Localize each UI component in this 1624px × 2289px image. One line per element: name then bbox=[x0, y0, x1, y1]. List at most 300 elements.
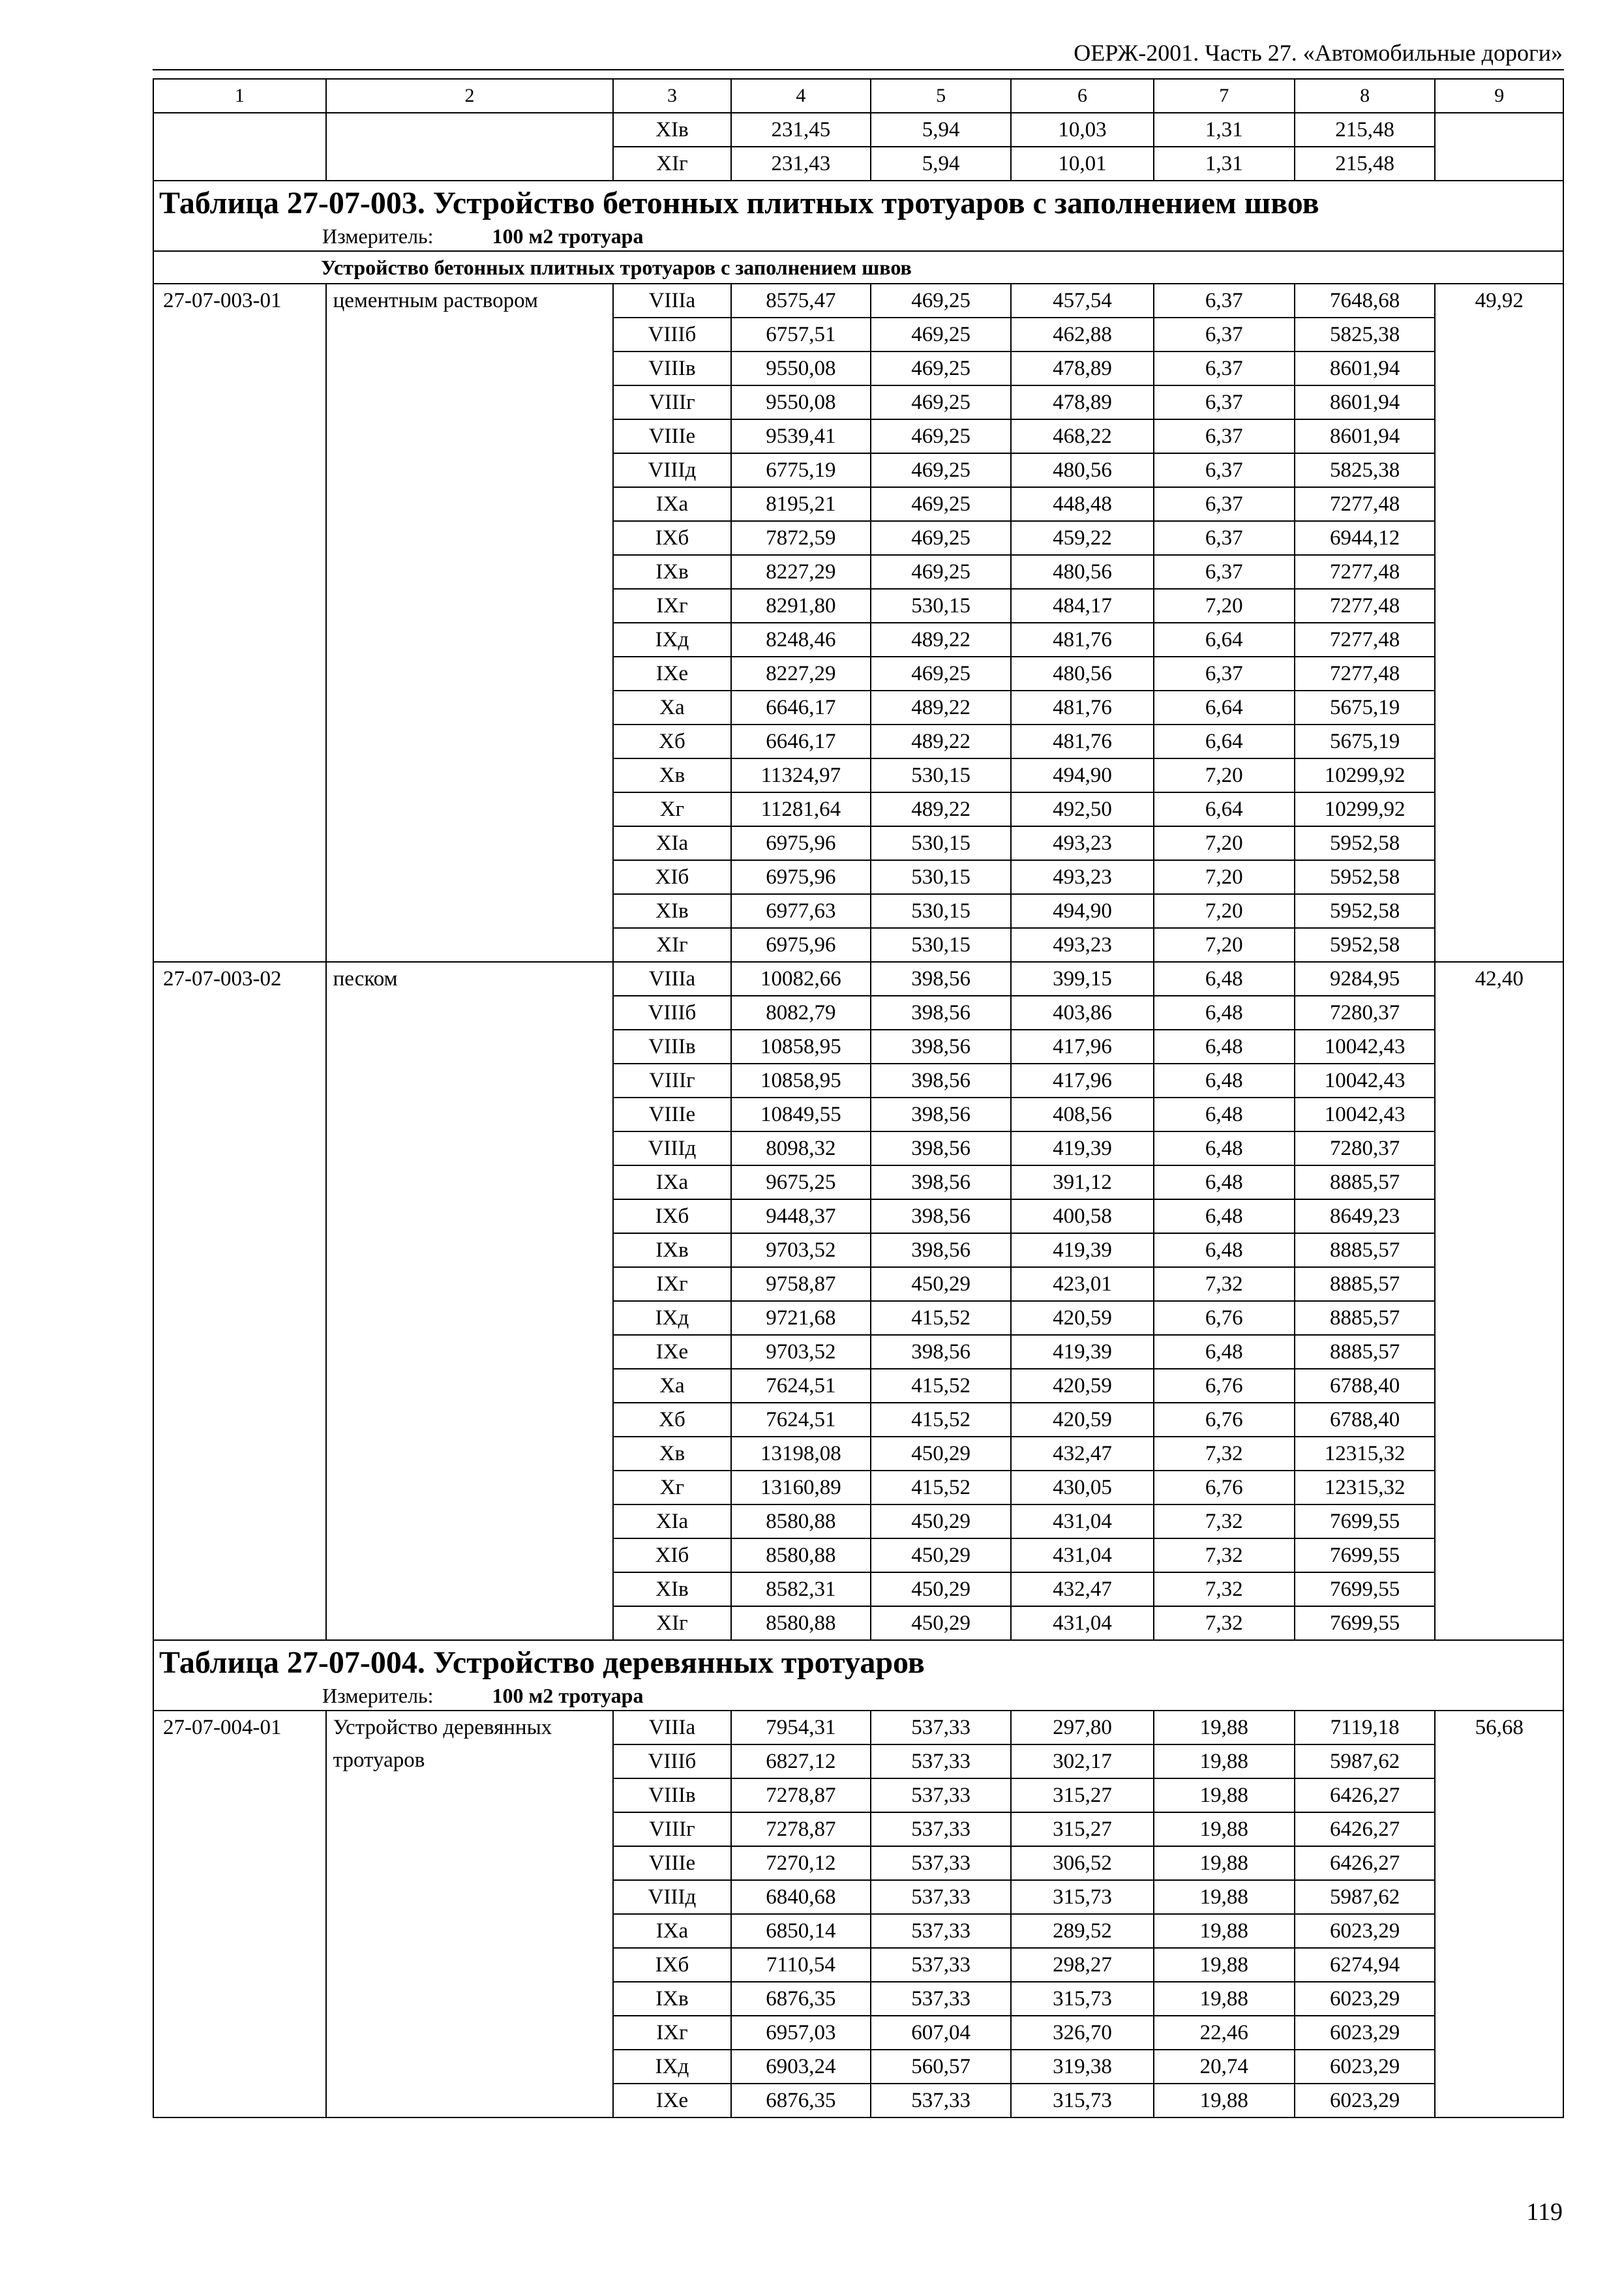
value-cell: 7280,37 bbox=[1295, 996, 1436, 1030]
value-cell: 7954,31 bbox=[731, 1711, 871, 1744]
value-cell: 6975,96 bbox=[731, 928, 871, 962]
value-cell: 315,73 bbox=[1011, 1982, 1154, 2016]
rate-code: 27-07-003-01 bbox=[153, 284, 326, 962]
value-cell: 1,31 bbox=[1154, 147, 1295, 181]
value-cell: 7119,18 bbox=[1295, 1711, 1436, 1744]
value-cell: 5,94 bbox=[871, 113, 1011, 147]
value-cell: 5825,38 bbox=[1295, 453, 1436, 487]
measure-value: 100 м2 тротуара bbox=[492, 1684, 644, 1707]
value-cell: 8582,31 bbox=[731, 1572, 871, 1606]
column-number: 4 bbox=[731, 79, 871, 113]
value-cell: 489,22 bbox=[871, 691, 1011, 725]
value-cell: 530,15 bbox=[871, 826, 1011, 860]
value-cell: 492,50 bbox=[1011, 792, 1154, 826]
value-cell: 7,20 bbox=[1154, 758, 1295, 792]
column-number: 7 bbox=[1154, 79, 1295, 113]
labor-cost-cell: 56,68 bbox=[1435, 1711, 1563, 2117]
value-cell: 478,89 bbox=[1011, 385, 1154, 419]
value-cell: 450,29 bbox=[871, 1538, 1011, 1572]
value-cell: 7277,48 bbox=[1295, 589, 1436, 623]
value-cell: 7,32 bbox=[1154, 1572, 1295, 1606]
labor-cost-cell: 49,92 bbox=[1435, 284, 1563, 962]
value-cell: 6646,17 bbox=[731, 691, 871, 725]
value-cell: 6903,24 bbox=[731, 2050, 871, 2084]
zone-cell: VIIIа bbox=[613, 962, 730, 996]
value-cell: 231,43 bbox=[731, 147, 871, 181]
zone-cell: IXа bbox=[613, 1165, 730, 1199]
value-cell: 10,03 bbox=[1011, 113, 1154, 147]
value-cell: 6,76 bbox=[1154, 1471, 1295, 1504]
measure-line bbox=[159, 1685, 1557, 1706]
value-cell: 398,56 bbox=[871, 1030, 1011, 1064]
value-cell: 478,89 bbox=[1011, 352, 1154, 385]
value-cell: 10042,43 bbox=[1295, 1098, 1436, 1131]
zone-cell: VIIIб bbox=[613, 318, 730, 352]
value-cell: 448,48 bbox=[1011, 487, 1154, 521]
zone-cell: Xа bbox=[613, 1369, 730, 1403]
zone-cell: XIг bbox=[613, 147, 730, 181]
value-cell: 6957,03 bbox=[731, 2016, 871, 2050]
zone-cell: VIIIб bbox=[613, 1744, 730, 1778]
zone-cell: IXд bbox=[613, 2050, 730, 2084]
table-title-cell bbox=[153, 1640, 1563, 1711]
value-cell: 10858,95 bbox=[731, 1064, 871, 1098]
value-cell: 8580,88 bbox=[731, 1606, 871, 1640]
zone-cell: XIа bbox=[613, 1504, 730, 1538]
column-number: 8 bbox=[1295, 79, 1436, 113]
zone-cell: XIв bbox=[613, 113, 730, 147]
value-cell: 8580,88 bbox=[731, 1538, 871, 1572]
value-cell: 7624,51 bbox=[731, 1369, 871, 1403]
value-cell: 7699,55 bbox=[1295, 1572, 1436, 1606]
zone-cell: IXа bbox=[613, 487, 730, 521]
zone-cell: VIIIв bbox=[613, 352, 730, 385]
value-cell: 420,59 bbox=[1011, 1369, 1154, 1403]
value-cell: 8227,29 bbox=[731, 657, 871, 691]
value-cell: 5952,58 bbox=[1295, 894, 1436, 928]
zone-cell: IXд bbox=[613, 623, 730, 657]
zone-cell: IXг bbox=[613, 1267, 730, 1301]
column-number: 9 bbox=[1435, 79, 1563, 113]
value-cell: 8098,32 bbox=[731, 1131, 871, 1165]
value-cell: 9758,87 bbox=[731, 1267, 871, 1301]
value-cell: 5987,62 bbox=[1295, 1880, 1436, 1914]
page-number: 119 bbox=[1526, 2198, 1563, 2226]
value-cell: 11281,64 bbox=[731, 792, 871, 826]
value-cell: 537,33 bbox=[871, 1711, 1011, 1744]
table-row bbox=[153, 1711, 1563, 1744]
value-cell: 6,37 bbox=[1154, 419, 1295, 453]
value-cell: 420,59 bbox=[1011, 1403, 1154, 1437]
zone-cell: Xб bbox=[613, 1403, 730, 1437]
value-cell: 9550,08 bbox=[731, 352, 871, 385]
table-title-row bbox=[153, 1640, 1563, 1711]
value-cell: 537,33 bbox=[871, 1846, 1011, 1880]
value-cell: 5675,19 bbox=[1295, 725, 1436, 758]
value-cell: 9284,95 bbox=[1295, 962, 1436, 996]
subsection-title: Устройство бетонных плитных тротуаров с заполнением швов bbox=[153, 251, 1563, 284]
value-cell: 10299,92 bbox=[1295, 792, 1436, 826]
zone-cell: IXг bbox=[613, 2016, 730, 2050]
value-cell: 302,17 bbox=[1011, 1744, 1154, 1778]
value-cell: 6850,14 bbox=[731, 1914, 871, 1948]
value-cell: 399,15 bbox=[1011, 962, 1154, 996]
value-cell: 469,25 bbox=[871, 318, 1011, 352]
value-cell: 6975,96 bbox=[731, 860, 871, 894]
value-cell: 417,96 bbox=[1011, 1064, 1154, 1098]
value-cell: 530,15 bbox=[871, 589, 1011, 623]
value-cell: 398,56 bbox=[871, 1199, 1011, 1233]
value-cell: 481,76 bbox=[1011, 725, 1154, 758]
value-cell: 6646,17 bbox=[731, 725, 871, 758]
empty-labor-cell bbox=[1435, 113, 1563, 181]
empty-name-cell bbox=[326, 113, 614, 181]
value-cell: 6426,27 bbox=[1295, 1846, 1436, 1880]
value-cell: 537,33 bbox=[871, 1880, 1011, 1914]
value-cell: 1,31 bbox=[1154, 113, 1295, 147]
value-cell: 537,33 bbox=[871, 1914, 1011, 1948]
value-cell: 415,52 bbox=[871, 1403, 1011, 1437]
value-cell: 8885,57 bbox=[1295, 1301, 1436, 1335]
value-cell: 8580,88 bbox=[731, 1504, 871, 1538]
value-cell: 431,04 bbox=[1011, 1606, 1154, 1640]
value-cell: 6840,68 bbox=[731, 1880, 871, 1914]
running-header: ОЕРЖ-2001. Часть 27. «Автомобильные дороги» bbox=[1074, 40, 1563, 66]
value-cell: 530,15 bbox=[871, 758, 1011, 792]
value-cell: 537,33 bbox=[871, 1812, 1011, 1846]
value-cell: 13198,08 bbox=[731, 1437, 871, 1471]
value-cell: 398,56 bbox=[871, 1233, 1011, 1267]
value-cell: 5987,62 bbox=[1295, 1744, 1436, 1778]
value-cell: 6274,94 bbox=[1295, 1948, 1436, 1982]
value-cell: 8601,94 bbox=[1295, 419, 1436, 453]
value-cell: 7277,48 bbox=[1295, 657, 1436, 691]
value-cell: 6023,29 bbox=[1295, 2016, 1436, 2050]
measure-line bbox=[159, 226, 1557, 247]
zone-cell: IXа bbox=[613, 1914, 730, 1948]
value-cell: 289,52 bbox=[1011, 1914, 1154, 1948]
value-cell: 607,04 bbox=[871, 2016, 1011, 2050]
value-cell: 398,56 bbox=[871, 1335, 1011, 1369]
zone-cell: VIIIа bbox=[613, 284, 730, 318]
value-cell: 7699,55 bbox=[1295, 1504, 1436, 1538]
value-cell: 7,20 bbox=[1154, 894, 1295, 928]
zone-cell: VIIIд bbox=[613, 1131, 730, 1165]
table-row bbox=[153, 284, 1563, 318]
value-cell: 9448,37 bbox=[731, 1199, 871, 1233]
value-cell: 560,57 bbox=[871, 2050, 1011, 2084]
zone-cell: Xг bbox=[613, 1471, 730, 1504]
value-cell: 7,32 bbox=[1154, 1267, 1295, 1301]
measure-value: 100 м2 тротуара bbox=[492, 224, 644, 248]
zone-cell: IXг bbox=[613, 589, 730, 623]
value-cell: 6,76 bbox=[1154, 1301, 1295, 1335]
zone-cell: VIIIа bbox=[613, 1711, 730, 1744]
value-cell: 419,39 bbox=[1011, 1131, 1154, 1165]
value-cell: 6,48 bbox=[1154, 996, 1295, 1030]
value-cell: 489,22 bbox=[871, 792, 1011, 826]
value-cell: 10858,95 bbox=[731, 1030, 871, 1064]
value-cell: 493,23 bbox=[1011, 860, 1154, 894]
value-cell: 7277,48 bbox=[1295, 487, 1436, 521]
subsection-row bbox=[153, 251, 1563, 284]
value-cell: 315,73 bbox=[1011, 2084, 1154, 2117]
value-cell: 6,64 bbox=[1154, 691, 1295, 725]
table-title: Таблица 27-07-003. Устройство бетонных плитных тротуаров с заполнением швов bbox=[159, 186, 1319, 220]
value-cell: 431,04 bbox=[1011, 1538, 1154, 1572]
value-cell: 8575,47 bbox=[731, 284, 871, 318]
value-cell: 7699,55 bbox=[1295, 1606, 1436, 1640]
zone-cell: VIIIе bbox=[613, 1846, 730, 1880]
zone-cell: IXе bbox=[613, 2084, 730, 2117]
value-cell: 19,88 bbox=[1154, 1982, 1295, 2016]
table-row bbox=[153, 962, 1563, 996]
value-cell: 6426,27 bbox=[1295, 1778, 1436, 1812]
zone-cell: XIг bbox=[613, 1606, 730, 1640]
value-cell: 8601,94 bbox=[1295, 352, 1436, 385]
value-cell: 6975,96 bbox=[731, 826, 871, 860]
value-cell: 315,27 bbox=[1011, 1812, 1154, 1846]
value-cell: 484,17 bbox=[1011, 589, 1154, 623]
value-cell: 459,22 bbox=[1011, 521, 1154, 555]
value-cell: 8649,23 bbox=[1295, 1199, 1436, 1233]
table-title: Таблица 27-07-004. Устройство деревянных тротуаров bbox=[159, 1645, 925, 1680]
value-cell: 400,58 bbox=[1011, 1199, 1154, 1233]
value-cell: 10042,43 bbox=[1295, 1064, 1436, 1098]
value-cell: 423,01 bbox=[1011, 1267, 1154, 1301]
value-cell: 298,27 bbox=[1011, 1948, 1154, 1982]
value-cell: 469,25 bbox=[871, 419, 1011, 453]
value-cell: 19,88 bbox=[1154, 1778, 1295, 1812]
value-cell: 537,33 bbox=[871, 1778, 1011, 1812]
value-cell: 537,33 bbox=[871, 1948, 1011, 1982]
value-cell: 9703,52 bbox=[731, 1335, 871, 1369]
zone-cell: XIа bbox=[613, 826, 730, 860]
value-cell: 6023,29 bbox=[1295, 2050, 1436, 2084]
empty-code-cell bbox=[153, 113, 326, 181]
zone-cell: XIг bbox=[613, 928, 730, 962]
value-cell: 398,56 bbox=[871, 996, 1011, 1030]
measure-label: Измеритель: bbox=[322, 224, 434, 248]
value-cell: 6876,35 bbox=[731, 1982, 871, 2016]
rates-table bbox=[153, 78, 1564, 2118]
value-cell: 8601,94 bbox=[1295, 385, 1436, 419]
value-cell: 19,88 bbox=[1154, 1880, 1295, 1914]
value-cell: 19,88 bbox=[1154, 1812, 1295, 1846]
value-cell: 530,15 bbox=[871, 860, 1011, 894]
zone-cell: Xв bbox=[613, 758, 730, 792]
value-cell: 450,29 bbox=[871, 1572, 1011, 1606]
zone-cell: VIIIв bbox=[613, 1778, 730, 1812]
value-cell: 9703,52 bbox=[731, 1233, 871, 1267]
zone-cell: IXб bbox=[613, 521, 730, 555]
value-cell: 19,88 bbox=[1154, 1846, 1295, 1880]
value-cell: 12315,32 bbox=[1295, 1471, 1436, 1504]
value-cell: 319,38 bbox=[1011, 2050, 1154, 2084]
value-cell: 450,29 bbox=[871, 1437, 1011, 1471]
zone-cell: VIIIв bbox=[613, 1030, 730, 1064]
zone-cell: XIв bbox=[613, 894, 730, 928]
value-cell: 6,48 bbox=[1154, 1030, 1295, 1064]
value-cell: 6,37 bbox=[1154, 657, 1295, 691]
value-cell: 8885,57 bbox=[1295, 1267, 1436, 1301]
value-cell: 6,48 bbox=[1154, 962, 1295, 996]
value-cell: 8248,46 bbox=[731, 623, 871, 657]
value-cell: 469,25 bbox=[871, 521, 1011, 555]
value-cell: 398,56 bbox=[871, 1098, 1011, 1131]
value-cell: 5825,38 bbox=[1295, 318, 1436, 352]
measure-label: Измеритель: bbox=[322, 1684, 434, 1707]
zone-cell: VIIIд bbox=[613, 1880, 730, 1914]
value-cell: 6944,12 bbox=[1295, 521, 1436, 555]
value-cell: 6788,40 bbox=[1295, 1369, 1436, 1403]
column-number-row bbox=[153, 79, 1563, 113]
value-cell: 7,32 bbox=[1154, 1504, 1295, 1538]
value-cell: 6,37 bbox=[1154, 521, 1295, 555]
value-cell: 408,56 bbox=[1011, 1098, 1154, 1131]
value-cell: 9550,08 bbox=[731, 385, 871, 419]
zone-cell: IXв bbox=[613, 1982, 730, 2016]
value-cell: 537,33 bbox=[871, 2084, 1011, 2117]
value-cell: 398,56 bbox=[871, 962, 1011, 996]
zone-cell: Xв bbox=[613, 1437, 730, 1471]
value-cell: 7110,54 bbox=[731, 1948, 871, 1982]
value-cell: 7,20 bbox=[1154, 860, 1295, 894]
value-cell: 8885,57 bbox=[1295, 1335, 1436, 1369]
zone-cell: VIIIг bbox=[613, 1064, 730, 1098]
value-cell: 9675,25 bbox=[731, 1165, 871, 1199]
zone-cell: VIIIе bbox=[613, 1098, 730, 1131]
zone-cell: VIIIе bbox=[613, 419, 730, 453]
value-cell: 398,56 bbox=[871, 1064, 1011, 1098]
value-cell: 13160,89 bbox=[731, 1471, 871, 1504]
value-cell: 398,56 bbox=[871, 1131, 1011, 1165]
value-cell: 450,29 bbox=[871, 1504, 1011, 1538]
value-cell: 6,37 bbox=[1154, 318, 1295, 352]
value-cell: 231,45 bbox=[731, 113, 871, 147]
zone-cell: Xа bbox=[613, 691, 730, 725]
value-cell: 494,90 bbox=[1011, 894, 1154, 928]
value-cell: 6,48 bbox=[1154, 1335, 1295, 1369]
value-cell: 19,88 bbox=[1154, 1744, 1295, 1778]
zone-cell: IXв bbox=[613, 1233, 730, 1267]
zone-cell: XIб bbox=[613, 1538, 730, 1572]
value-cell: 6,37 bbox=[1154, 555, 1295, 589]
value-cell: 7270,12 bbox=[731, 1846, 871, 1880]
value-cell: 391,12 bbox=[1011, 1165, 1154, 1199]
value-cell: 215,48 bbox=[1295, 147, 1436, 181]
value-cell: 469,25 bbox=[871, 453, 1011, 487]
value-cell: 481,76 bbox=[1011, 623, 1154, 657]
value-cell: 5952,58 bbox=[1295, 860, 1436, 894]
value-cell: 19,88 bbox=[1154, 1914, 1295, 1948]
value-cell: 7278,87 bbox=[731, 1778, 871, 1812]
value-cell: 7,20 bbox=[1154, 928, 1295, 962]
work-name: цементным раствором bbox=[326, 284, 614, 962]
value-cell: 450,29 bbox=[871, 1606, 1011, 1640]
value-cell: 8885,57 bbox=[1295, 1165, 1436, 1199]
work-name: песком bbox=[326, 962, 614, 1640]
value-cell: 7,32 bbox=[1154, 1538, 1295, 1572]
value-cell: 432,47 bbox=[1011, 1437, 1154, 1471]
value-cell: 297,80 bbox=[1011, 1711, 1154, 1744]
value-cell: 530,15 bbox=[871, 894, 1011, 928]
value-cell: 7277,48 bbox=[1295, 623, 1436, 657]
value-cell: 12315,32 bbox=[1295, 1437, 1436, 1471]
value-cell: 6,48 bbox=[1154, 1098, 1295, 1131]
value-cell: 469,25 bbox=[871, 352, 1011, 385]
value-cell: 11324,97 bbox=[731, 758, 871, 792]
value-cell: 22,46 bbox=[1154, 2016, 1295, 2050]
value-cell: 6,48 bbox=[1154, 1131, 1295, 1165]
value-cell: 468,22 bbox=[1011, 419, 1154, 453]
value-cell: 6876,35 bbox=[731, 2084, 871, 2117]
zone-cell: VIIIг bbox=[613, 385, 730, 419]
value-cell: 7699,55 bbox=[1295, 1538, 1436, 1572]
column-number: 3 bbox=[613, 79, 730, 113]
value-cell: 7624,51 bbox=[731, 1403, 871, 1437]
zone-cell: IXе bbox=[613, 1335, 730, 1369]
value-cell: 9721,68 bbox=[731, 1301, 871, 1335]
value-cell: 20,74 bbox=[1154, 2050, 1295, 2084]
value-cell: 7280,37 bbox=[1295, 1131, 1436, 1165]
value-cell: 469,25 bbox=[871, 487, 1011, 521]
value-cell: 7277,48 bbox=[1295, 555, 1436, 589]
value-cell: 493,23 bbox=[1011, 826, 1154, 860]
value-cell: 430,05 bbox=[1011, 1471, 1154, 1504]
value-cell: 469,25 bbox=[871, 555, 1011, 589]
value-cell: 5675,19 bbox=[1295, 691, 1436, 725]
value-cell: 6023,29 bbox=[1295, 1914, 1436, 1948]
value-cell: 6,64 bbox=[1154, 623, 1295, 657]
value-cell: 530,15 bbox=[871, 928, 1011, 962]
value-cell: 469,25 bbox=[871, 284, 1011, 318]
header-rule bbox=[153, 69, 1564, 70]
value-cell: 6977,63 bbox=[731, 894, 871, 928]
value-cell: 469,25 bbox=[871, 385, 1011, 419]
zone-cell: IXб bbox=[613, 1199, 730, 1233]
value-cell: 7,20 bbox=[1154, 826, 1295, 860]
value-cell: 494,90 bbox=[1011, 758, 1154, 792]
zone-cell: Xб bbox=[613, 725, 730, 758]
table-title-cell bbox=[153, 181, 1563, 251]
value-cell: 8227,29 bbox=[731, 555, 871, 589]
value-cell: 6,76 bbox=[1154, 1403, 1295, 1437]
value-cell: 6426,27 bbox=[1295, 1812, 1436, 1846]
zone-cell: Xг bbox=[613, 792, 730, 826]
value-cell: 489,22 bbox=[871, 725, 1011, 758]
value-cell: 6,37 bbox=[1154, 284, 1295, 318]
value-cell: 326,70 bbox=[1011, 2016, 1154, 2050]
value-cell: 419,39 bbox=[1011, 1335, 1154, 1369]
value-cell: 7,20 bbox=[1154, 589, 1295, 623]
value-cell: 6827,12 bbox=[731, 1744, 871, 1778]
work-name: Устройство деревянных тротуаров bbox=[326, 1711, 614, 2117]
column-number: 6 bbox=[1011, 79, 1154, 113]
value-cell: 462,88 bbox=[1011, 318, 1154, 352]
value-cell: 315,27 bbox=[1011, 1778, 1154, 1812]
value-cell: 419,39 bbox=[1011, 1233, 1154, 1267]
rate-code: 27-07-004-01 bbox=[153, 1711, 326, 2117]
value-cell: 6,48 bbox=[1154, 1165, 1295, 1199]
value-cell: 6788,40 bbox=[1295, 1403, 1436, 1437]
labor-cost-cell: 42,40 bbox=[1435, 962, 1563, 1640]
value-cell: 6,37 bbox=[1154, 453, 1295, 487]
value-cell: 457,54 bbox=[1011, 284, 1154, 318]
value-cell: 306,52 bbox=[1011, 1846, 1154, 1880]
value-cell: 480,56 bbox=[1011, 555, 1154, 589]
value-cell: 10849,55 bbox=[731, 1098, 871, 1131]
